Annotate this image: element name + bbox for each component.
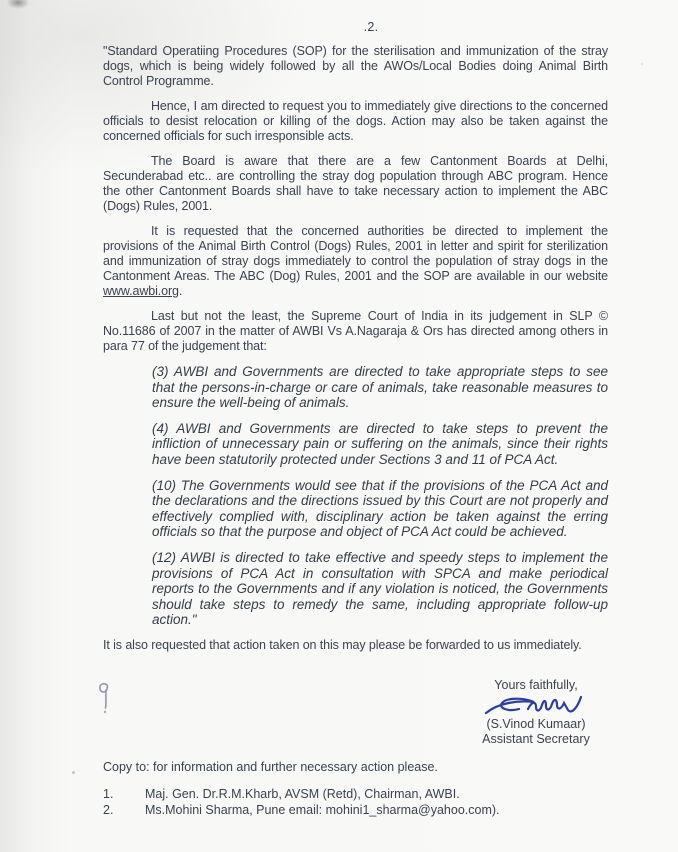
letter-body (103, 44, 608, 663)
copy-to-item-text: Ms.Mohini Sharma, Pune email: mohini1_sharma@yahoo.com). (145, 803, 500, 818)
quote-para-12: (12) AWBI is directed to take effective and speedy steps to implement the provisions of PCA Act in consultation with SPCA and make periodical reports to the Governments and if any violation is noticed, the Governments should take steps to remedy the same, including appropriate follow-up action." (152, 549, 608, 628)
scan-speck (641, 63, 643, 65)
paragraph-abc-implementation-period: . (178, 284, 183, 298)
paragraph-supreme-court: Last but not the least, the Supreme Court of India in its judgement in SLP © No.11686 of 2007 in the matter of AWBI Vs A.Nagaraja & Ors has directed among others in para 77 of the judgement that: (103, 309, 608, 353)
paragraph-cantonment-boards: The Board is aware that there are a few Cantonment Boards at Delhi, Secunderabad etc.. are controlling the stray dog population through ABC program. Hence the other Cantonment Boards shall have to take necessary action to implement the ABC (Dogs) Rules, 2001. (103, 154, 608, 213)
copy-to-list (103, 786, 608, 818)
quote-para-10: (10) The Governments would see that if the provisions of the PCA Act and the declarations and the directions issued by this Court are not properly and effectively complied with, disciplinary action be taken against the erring officials so that the purpose and object of PCA Act could be achieved. (152, 477, 608, 540)
quote-para-4: (4) AWBI and Governments are directed to take steps to prevent the infliction of unnecessary pain or suffering on the animals, since their rights have been statutorily protected under Sections 3 and 11 of PCA Act. (152, 420, 608, 467)
copy-to-item (103, 802, 608, 818)
pen-mark-icon (92, 681, 116, 717)
copy-to-heading: Copy to: for information and further necessary action please. (103, 760, 438, 774)
valediction: Yours faithfully, (494, 678, 578, 692)
awbi-website-link: www.awbi.org (103, 284, 179, 298)
copy-to-item (103, 786, 608, 802)
paragraph-directions: Hence, I am directed to request you to immediately give directions to the concerned officials to desist relocation or killing of the dogs. Action may also be taken against the concerned officials for such irresponsible acts. (103, 99, 608, 143)
copy-to-item-number: 1. (103, 787, 114, 801)
signer-title: Assistant Secretary (482, 732, 590, 746)
closing-request: It is also requested that action taken on this may please be forwarded to us immediately. (103, 637, 582, 652)
signer-name: (S.Vinod Kumaar) (486, 717, 586, 731)
paragraph-sop: "Standard Operatiing Procedures (SOP) for the sterilisation and immunization of the stray dogs, which is being widely followed by all the AWOs/Local Bodies doing Animal Birth Control Programme. (103, 44, 608, 88)
copy-to-item-number: 2. (103, 803, 114, 818)
paragraph-abc-implementation-text: It is requested that the concerned authorities be directed to implement the provisions of the Animal Birth Control (Dogs) Rules, 2001 in letter and spirit for sterilization and immunization of stray dogs immediately to control the population of stray dogs in the Cantonment Areas. The ABC (Dog) Rules, 2001 and the SOP are available in our website (103, 224, 608, 283)
page-number: .2. (363, 20, 379, 34)
scan-speck (72, 771, 75, 774)
scan-corner-smudge (5, 0, 31, 10)
copy-to-section (103, 760, 608, 818)
copy-to-item-text: Maj. Gen. Dr.R.M.Kharb, AVSM (Retd), Chairman, AWBI. (145, 787, 460, 801)
signature-block (456, 678, 616, 747)
quote-para-3: (3) AWBI and Governments are directed to take appropriate steps to see that the persons-in-charge or care of animals, take reasonable measures to ensure the well-being of animals. (152, 364, 608, 411)
paragraph-abc-implementation (103, 224, 608, 299)
